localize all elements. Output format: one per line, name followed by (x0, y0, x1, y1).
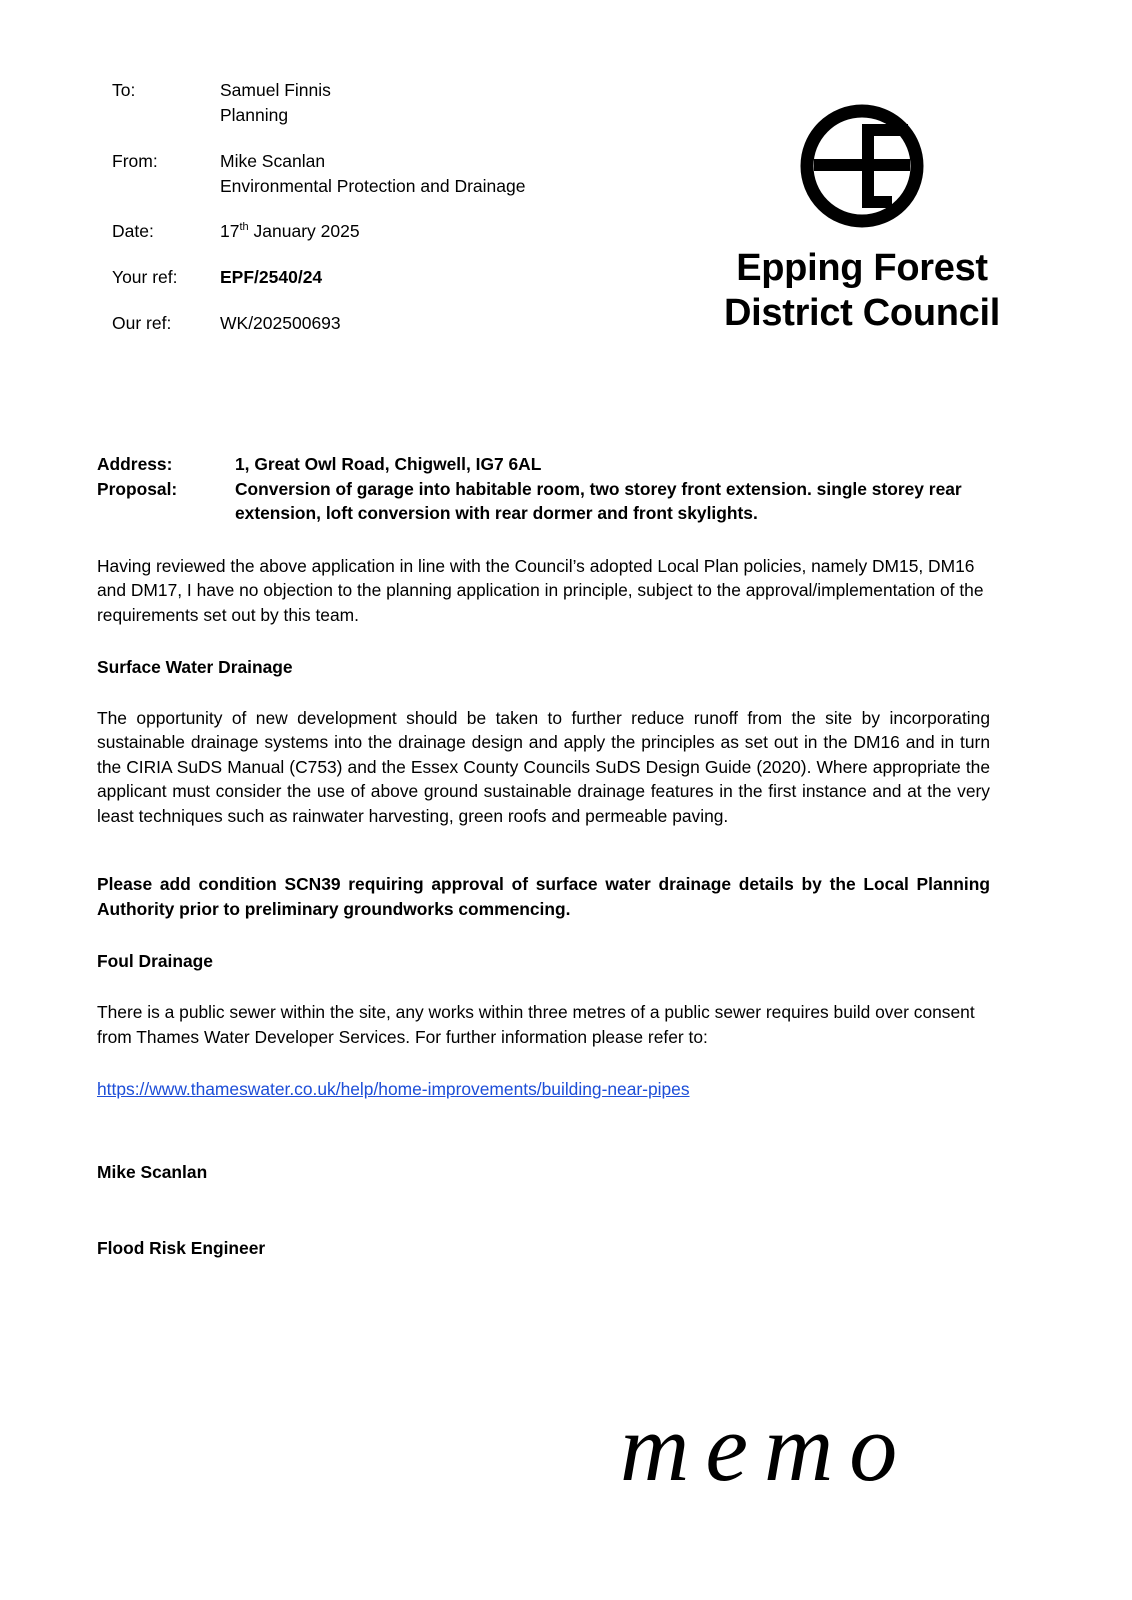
condition-paragraph: Please add condition SCN39 requiring approval of surface water drainage details by the Local Planning Authority prior to preliminary groundworks commencing. (97, 874, 990, 919)
memo-field-to-value (220, 78, 672, 128)
memo-field-to (112, 78, 672, 128)
council-name-line2: District Council (723, 291, 1000, 334)
ef-monogram-icon (800, 104, 924, 228)
surface-water-drainage-paragraph: The opportunity of new development should be taken to further reduce runoff from the site by incorporating sustainable drainage systems into the drainage design and apply the principles as set out in the DM16 and in turn the CIRIA SuDS Manual (C753) and the Essex County Councils SuDS Design Guide (2020). Where appropriate the applicant must consider the use of above ground sustainable drainage features in the first instance and at the very least techniques such as rainwater harvesting, green roofs and permeable paving. (97, 707, 990, 826)
memo-field-date-value (220, 219, 672, 244)
memo-field-from-value-line1: Mike Scanlan (220, 150, 326, 171)
memo-field-to-value-line1: Samuel Finnis (220, 80, 331, 100)
memo-fields (112, 78, 672, 336)
memo-field-from (112, 149, 672, 199)
memo-field-our-ref-value: WK/202500693 (220, 313, 341, 334)
document-header (112, 78, 1032, 336)
memo-field-to-value-line2: Planning (220, 104, 289, 125)
council-name-line1: Epping Forest (736, 247, 988, 289)
paragraph-spacer (97, 856, 990, 872)
signature-name: Mike Scanlan (97, 1161, 208, 1182)
application-address-value: 1, Great Owl Road, Chigwell, IG7 6AL (235, 454, 542, 474)
date-ordinal-suffix: th (239, 221, 249, 234)
foul-drainage-paragraph: There is a public sewer within the site, any works within three metres of a public sewer requires build over consent from Thames Water Developer Services. For further information please refer to: (97, 1001, 975, 1047)
date-rest: January 2025 (248, 221, 360, 242)
section-heading-surface-water-drainage: Surface Water Drainage (97, 657, 293, 678)
memo-field-date-label: Date: (112, 221, 154, 242)
memo-field-our-ref (112, 311, 672, 336)
application-proposal-row (97, 477, 990, 526)
date-day: 17 (220, 221, 240, 242)
thames-water-link[interactable]: https://www.thameswater.co.uk/help/home-improvements/building-near-pipes (97, 1079, 690, 1100)
memo-watermark: memo (620, 1394, 914, 1501)
council-logo (692, 104, 1032, 336)
application-address-row (97, 452, 990, 477)
memo-field-to-label: To: (112, 80, 136, 100)
memo-field-from-value (220, 149, 672, 199)
memo-field-your-ref-label: Your ref: (112, 267, 178, 288)
application-proposal-value: Conversion of garage into habitable room, two storey front extension. single storey rear extension, loft conversion with rear dormer and front skylights. (235, 478, 962, 524)
memo-field-your-ref (112, 265, 672, 290)
intro-paragraph: Having reviewed the above application in line with the Council’s adopted Local Plan policies, namely DM15, DM16 and DM17, I have no objection to the planning application in principle, subject to the approval/implementation of the requirements set out by this team. (97, 555, 984, 625)
memo-field-date (112, 219, 672, 244)
document-body (97, 452, 990, 1261)
memo-field-our-ref-label: Our ref: (112, 313, 172, 334)
memo-field-from-label: From: (112, 150, 158, 171)
section-heading-foul-drainage: Foul Drainage (97, 951, 213, 972)
application-proposal-label: Proposal: (97, 478, 178, 499)
memo-field-your-ref-value: EPF/2540/24 (220, 267, 323, 288)
signature-title: Flood Risk Engineer (97, 1238, 266, 1259)
application-address-label: Address: (97, 454, 173, 474)
memo-field-from-value-line2: Environmental Protection and Drainage (220, 175, 526, 196)
application-details (97, 452, 990, 526)
